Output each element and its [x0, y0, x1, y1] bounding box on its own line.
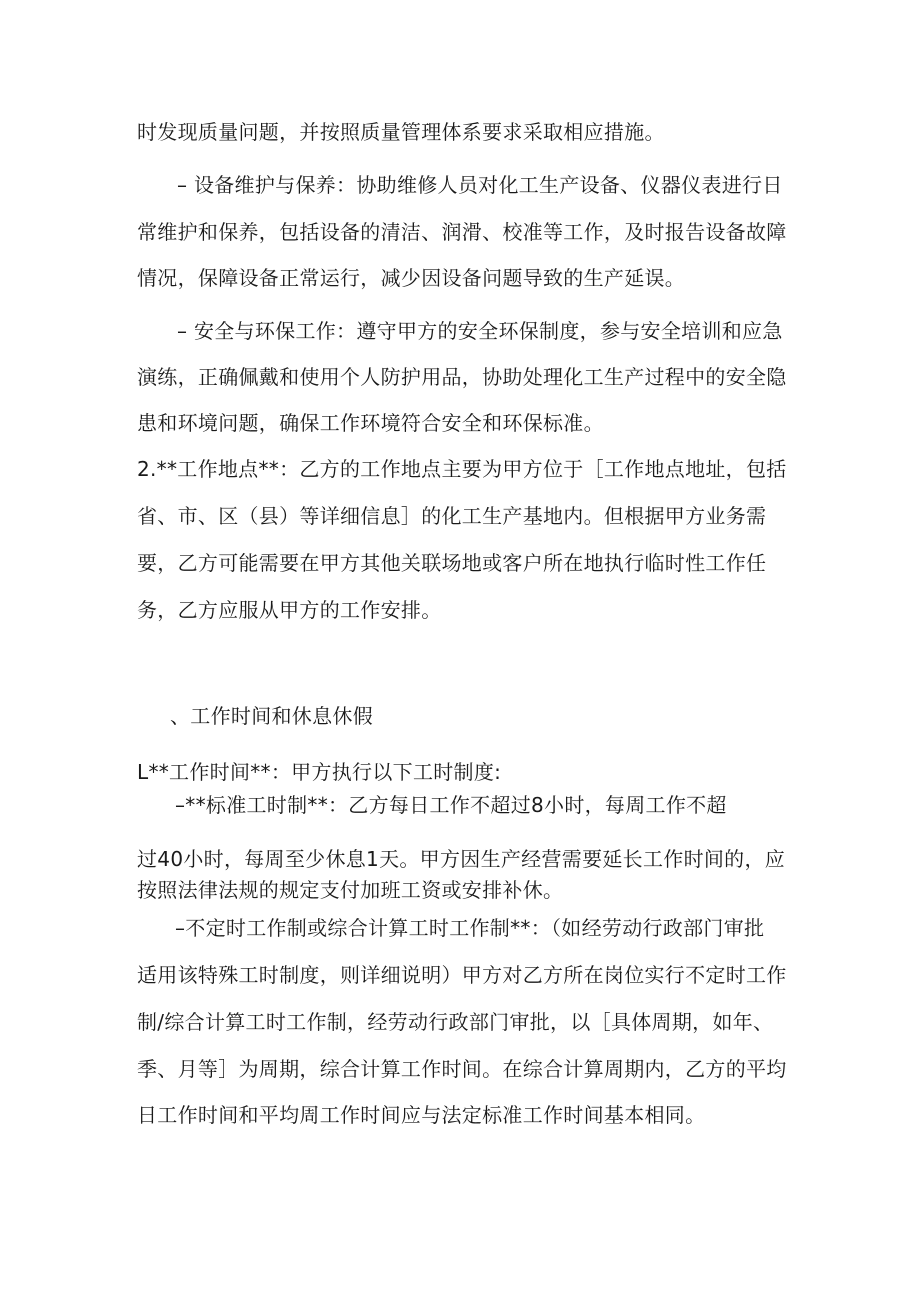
body-text-line: 患和环境问题，确保工作环境符合安全和环保标准。: [137, 411, 604, 435]
body-text-line: 情况，保障设备正常运行，减少因设备问题导致的生产延误。: [137, 266, 686, 290]
section-heading-work-hours: 、工作时间和休息休假: [170, 704, 373, 728]
body-text-line: 要，乙方可能需要在甲方其他关联场地或客户所在地执行临时性工作任: [137, 551, 767, 575]
list-item-flexible-hours: –不定时工作制或综合计算工时工作制**：（如经劳动行政部门审批: [175, 916, 765, 940]
clause-working-hours: L**工作时间**：甲方执行以下工时制度:: [137, 760, 502, 784]
body-text-line: 省、市、区（县）等详细信息］的化工生产基地内。但根据甲方业务需: [137, 504, 767, 528]
body-text-line: 时发现质量问题，并按照质量管理体系要求采取相应措施。: [137, 120, 665, 144]
body-text-line: 制/综合计算工时工作制，经劳动行政部门审批，以［具体周期，如年、: [137, 1010, 774, 1034]
body-text-line: 日工作时间和平均周工作时间应与法定标准工作时间基本相同。: [137, 1103, 706, 1127]
body-text-line: 过40小时，每周至少休息1天。甲方因生产经营需要延长工作时间的，应: [137, 847, 786, 871]
list-item-equipment-maintenance: – 设备维护与保养：协助维修人员对化工生产设备、仪器仪表进行日: [177, 173, 783, 197]
list-item-safety-environment: – 安全与环保工作：遵守甲方的安全环保制度，参与安全培训和应急: [177, 319, 783, 343]
list-item-standard-hours: –**标准工时制**：乙方每日工作不超过8小时，每周工作不超: [175, 793, 727, 817]
body-text-line: 季、月等］为周期，综合计算工作时间。在综合计算周期内，乙方的平均: [137, 1057, 787, 1081]
body-text-line: 适用该特殊工时制度，则详细说明）甲方对乙方所在岗位实行不定时工作: [137, 963, 787, 987]
body-text-line: 常维护和保养，包括设备的清洁、润滑、校准等工作，及时报告设备故障: [137, 220, 787, 244]
body-text-line: 演练，正确佩戴和使用个人防护用品，协助处理化工生产过程中的安全隐: [137, 365, 787, 389]
clause-work-location: 2.**工作地点**：乙方的工作地点主要为甲方位于［工作地点地址，包括: [137, 457, 787, 481]
body-text-line: 务，乙方应服从甲方的工作安排。: [137, 598, 442, 622]
body-text-line: 按照法律法规的规定支付加班工资或安排补休。: [137, 878, 564, 902]
